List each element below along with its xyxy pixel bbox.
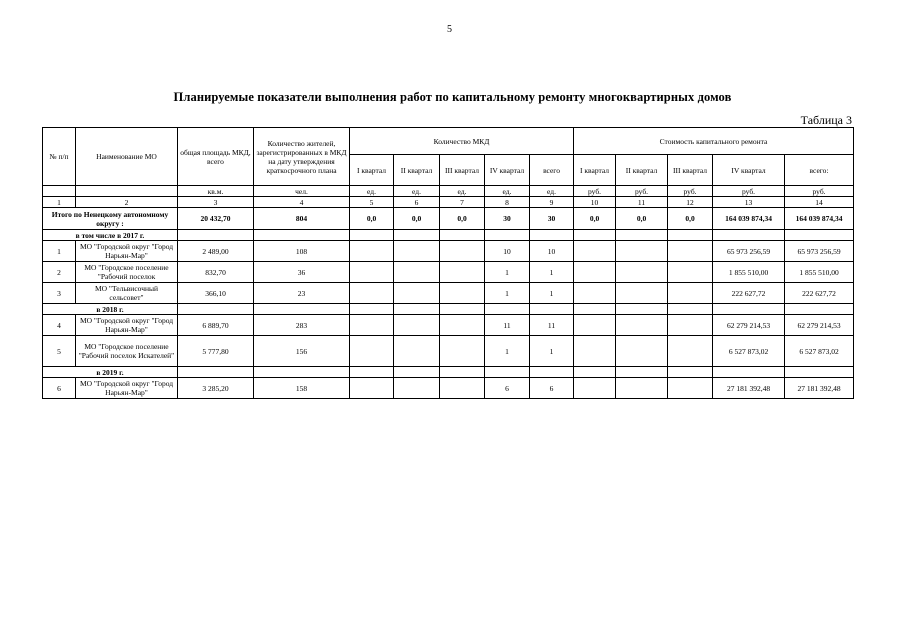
mo-name: МО "Городское поселение "Рабочий поселок Искателей" [76,336,178,367]
residents: 158 [254,378,350,399]
header-cost-q3: III квартал [668,155,713,186]
column-numbers-row [43,197,854,208]
units-cell: руб. [616,186,668,197]
total-mkd-q4: 30 [485,208,530,230]
mo-name: МО "Городской округ "Город Нарьян-Мар" [76,378,178,399]
mkd-total: 10 [530,241,574,262]
table-row [43,315,854,336]
units-cell: руб. [785,186,854,197]
column-number: 7 [440,197,485,208]
cost-total: 62 279 214,53 [785,315,854,336]
row-number: 4 [43,315,76,336]
cost-total: 27 181 392,48 [785,378,854,399]
total-mkd-q2: 0,0 [394,208,440,230]
section-label: в том числе в 2017 г. [43,230,178,241]
header-repair-cost: Стоимость капитального ремонта [574,128,854,155]
total-mkd-q3: 0,0 [440,208,485,230]
units-cell: ед. [440,186,485,197]
units-row [43,186,854,197]
column-number: 2 [76,197,178,208]
mkd-total: 11 [530,315,574,336]
area: 6 889,70 [178,315,254,336]
cost-q4: 65 973 256,59 [713,241,785,262]
header-mkd-q1: I квартал [350,155,394,186]
row-number: 2 [43,262,76,283]
units-cell [43,186,76,197]
table-row [43,336,854,367]
header-mkd-count: Количество МКД [350,128,574,155]
section-label: в 2018 г. [43,304,178,315]
units-cell [76,186,178,197]
total-cost-all: 164 039 874,34 [785,208,854,230]
header-cost-q4: IV квартал [713,155,785,186]
cost-q4: 222 627,72 [713,283,785,304]
row-number: 1 [43,241,76,262]
total-area: 20 432,70 [178,208,254,230]
units-cell: руб. [668,186,713,197]
header-row-1 [43,128,854,155]
header-residents: Количество жителей, зарегистрированных в МКД на дату утверждения краткосрочного плана [254,128,350,186]
mkd-total: 6 [530,378,574,399]
section-row-2018 [43,304,854,315]
column-number: 11 [616,197,668,208]
area: 2 489,00 [178,241,254,262]
table-row [43,241,854,262]
mkd-q4: 1 [485,262,530,283]
cost-q4: 62 279 214,53 [713,315,785,336]
row-number: 5 [43,336,76,367]
row-number: 6 [43,378,76,399]
column-number: 9 [530,197,574,208]
header-mkd-q4: IV квартал [485,155,530,186]
cost-total: 222 627,72 [785,283,854,304]
units-cell: руб. [713,186,785,197]
mkd-q4: 11 [485,315,530,336]
cost-total: 65 973 256,59 [785,241,854,262]
total-cost-q1: 0,0 [574,208,616,230]
cost-total: 6 527 873,02 [785,336,854,367]
column-number: 4 [254,197,350,208]
units-cell: чел. [254,186,350,197]
mo-name: МО "Городской округ "Город Нарьян-Мар" [76,241,178,262]
header-num: № п/п [43,128,76,186]
total-mkd-q1: 0,0 [350,208,394,230]
area: 5 777,80 [178,336,254,367]
header-mkd-q2: II квартал [394,155,440,186]
units-cell: руб. [574,186,616,197]
column-number: 10 [574,197,616,208]
cost-q4: 1 855 510,00 [713,262,785,283]
units-cell: кв.м. [178,186,254,197]
total-label: Итого по Ненецкому автономному округу : [43,208,178,230]
mkd-q4: 10 [485,241,530,262]
mkd-total: 1 [530,262,574,283]
repair-plan-table [42,127,854,399]
header-mkd-q3: III квартал [440,155,485,186]
header-cost-total: всего: [785,155,854,186]
units-cell: ед. [350,186,394,197]
page-number: 5 [447,24,452,35]
cost-q4: 27 181 392,48 [713,378,785,399]
residents: 156 [254,336,350,367]
mo-name: МО "Городской округ "Город Нарьян-Мар" [76,315,178,336]
total-cost-q4: 164 039 874,34 [713,208,785,230]
column-number: 12 [668,197,713,208]
mo-name: МО "Тельвисочный сельсовет" [76,283,178,304]
area: 832,70 [178,262,254,283]
total-mkd-all: 30 [530,208,574,230]
total-cost-q3: 0,0 [668,208,713,230]
header-area: общая площадь МКД, всего [178,128,254,186]
residents: 23 [254,283,350,304]
total-row [43,208,854,230]
table-row [43,262,854,283]
column-number: 1 [43,197,76,208]
mo-name: МО "Городское поселение "Рабочий поселок [76,262,178,283]
column-number: 8 [485,197,530,208]
area: 366,10 [178,283,254,304]
header-mo-name: Наименование МО [76,128,178,186]
units-cell: ед. [485,186,530,197]
column-number: 14 [785,197,854,208]
total-cost-q2: 0,0 [616,208,668,230]
column-number: 13 [713,197,785,208]
column-number: 6 [394,197,440,208]
cost-q4: 6 527 873,02 [713,336,785,367]
header-cost-q1: I квартал [574,155,616,186]
residents: 283 [254,315,350,336]
table-row [43,283,854,304]
mkd-q4: 6 [485,378,530,399]
residents: 36 [254,262,350,283]
header-cost-q2: II квартал [616,155,668,186]
mkd-q4: 1 [485,336,530,367]
units-cell: ед. [530,186,574,197]
section-row-2019 [43,367,854,378]
mkd-q4: 1 [485,283,530,304]
area: 3 285,20 [178,378,254,399]
total-residents: 804 [254,208,350,230]
document-title: Планируемые показатели выполнения работ по капитальному ремонту многоквартирных домов [173,90,732,104]
table-row [43,378,854,399]
section-row-2017 [43,230,854,241]
units-cell: ед. [394,186,440,197]
table-caption: Таблица 3 [800,113,852,127]
header-mkd-total: всего [530,155,574,186]
mkd-total: 1 [530,283,574,304]
residents: 108 [254,241,350,262]
row-number: 3 [43,283,76,304]
cost-total: 1 855 510,00 [785,262,854,283]
column-number: 3 [178,197,254,208]
column-number: 5 [350,197,394,208]
section-label: в 2019 г. [43,367,178,378]
mkd-total: 1 [530,336,574,367]
